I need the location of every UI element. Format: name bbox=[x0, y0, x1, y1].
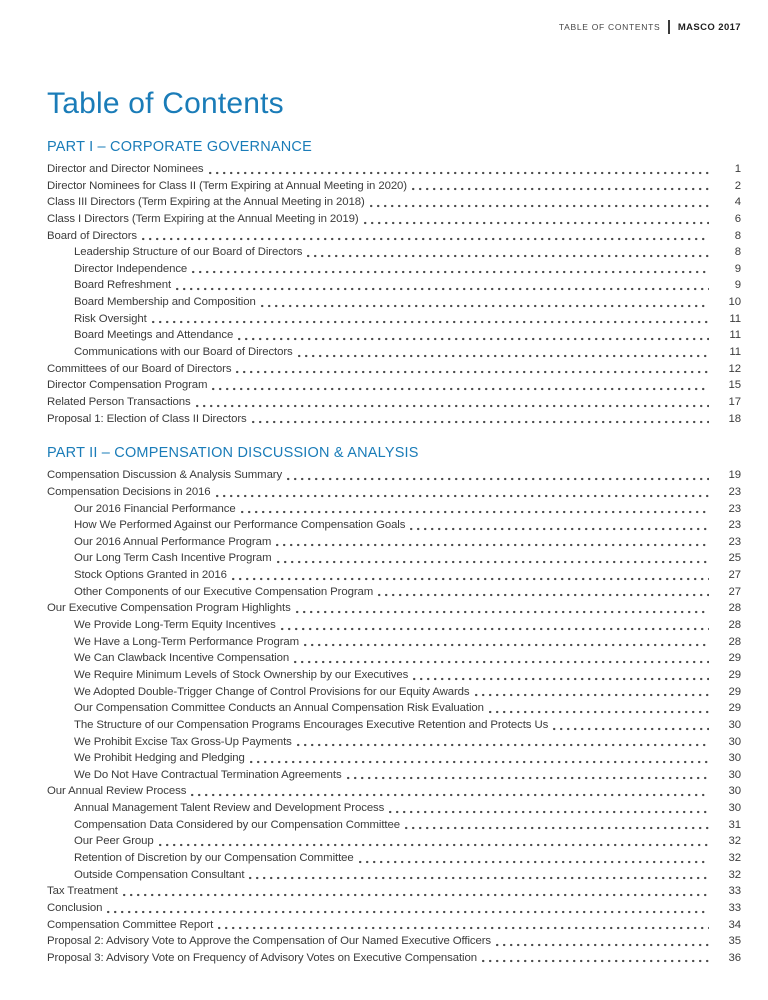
toc-entry-label: Annual Management Talent Review and Development Process bbox=[74, 802, 385, 815]
toc-entry-page: 33 bbox=[728, 901, 741, 914]
toc-entry-label: Our 2016 Financial Performance bbox=[74, 502, 236, 515]
toc-entry-label: Retention of Discretion by our Compensation Committee bbox=[74, 851, 354, 864]
toc-entry-page: 28 bbox=[728, 619, 741, 632]
dot-leader bbox=[378, 593, 709, 597]
dot-leader bbox=[410, 527, 709, 531]
dot-leader bbox=[304, 643, 709, 647]
dot-leader bbox=[287, 477, 709, 481]
toc-entry-page: 11 bbox=[729, 346, 741, 359]
dot-leader bbox=[152, 320, 709, 324]
toc-entry-page: 23 bbox=[728, 502, 741, 515]
toc-entry[interactable] bbox=[47, 411, 741, 428]
toc-entry[interactable] bbox=[47, 584, 741, 601]
toc-entry-page: 12 bbox=[728, 362, 741, 375]
toc-entry-label: Conclusion bbox=[47, 901, 103, 914]
toc-entry-label: Proposal 3: Advisory Vote on Frequency of Advisory Votes on Executive Compensation bbox=[47, 951, 477, 964]
dot-leader bbox=[250, 760, 709, 764]
toc-entry-page: 32 bbox=[728, 868, 741, 881]
toc-entry-label: Our Peer Group bbox=[74, 835, 154, 848]
dot-leader bbox=[232, 577, 709, 581]
toc-entry-label: Board Refreshment bbox=[74, 279, 172, 292]
dot-leader bbox=[252, 420, 709, 424]
toc-entry-page: 23 bbox=[728, 535, 741, 548]
toc-entry-page: 1 bbox=[734, 163, 741, 175]
toc-entry[interactable] bbox=[47, 261, 741, 278]
toc-entry-page: 23 bbox=[728, 485, 741, 498]
toc-entry-page: 29 bbox=[728, 685, 741, 698]
toc-entry-label: We Do Not Have Contractual Termination Agreements bbox=[74, 768, 342, 781]
toc-entry-page: 11 bbox=[729, 312, 741, 325]
dot-leader bbox=[196, 404, 709, 408]
toc-entry-label: Our 2016 Annual Performance Program bbox=[74, 535, 272, 548]
toc-entry-page: 6 bbox=[734, 212, 741, 225]
dot-leader bbox=[249, 876, 709, 880]
toc-entry[interactable] bbox=[47, 294, 741, 311]
dot-leader bbox=[405, 826, 709, 830]
dot-leader bbox=[159, 843, 709, 847]
toc-entry[interactable] bbox=[47, 377, 741, 394]
toc-entry-label: Board Membership and Composition bbox=[74, 296, 256, 309]
toc-entry-page: 17 bbox=[728, 395, 741, 408]
toc-entry[interactable] bbox=[47, 667, 741, 684]
toc-entry-page: 30 bbox=[728, 785, 741, 798]
toc-entry-page: 32 bbox=[728, 835, 741, 848]
toc-entry[interactable] bbox=[47, 684, 741, 701]
dot-leader bbox=[218, 926, 709, 930]
dot-leader bbox=[277, 560, 709, 564]
toc-entry-label: Compensation Decisions in 2016 bbox=[47, 485, 211, 498]
dot-leader bbox=[107, 910, 709, 914]
toc-entry-page: 33 bbox=[728, 885, 741, 898]
toc-entry-label: Director Nominees for Class II (Term Expiring at Annual Meeting in 2020) bbox=[47, 179, 407, 192]
dot-leader bbox=[347, 776, 709, 780]
running-header bbox=[559, 20, 741, 34]
toc-entry[interactable] bbox=[47, 783, 741, 800]
dot-leader bbox=[370, 204, 709, 208]
toc-entry[interactable] bbox=[47, 817, 741, 834]
dot-leader bbox=[482, 959, 709, 963]
dot-leader bbox=[364, 221, 709, 225]
toc-entry[interactable] bbox=[47, 717, 741, 734]
toc-entry-page: 9 bbox=[734, 279, 741, 292]
toc-entry[interactable] bbox=[47, 311, 741, 328]
toc-entry[interactable] bbox=[47, 178, 741, 195]
table-of-contents bbox=[47, 138, 741, 966]
toc-entry[interactable] bbox=[47, 933, 741, 950]
toc-entry-label: Our Long Term Cash Incentive Program bbox=[74, 552, 272, 565]
dot-leader bbox=[297, 743, 709, 747]
toc-entry[interactable] bbox=[47, 501, 741, 518]
toc-entry[interactable] bbox=[47, 567, 741, 584]
toc-entry-page: 8 bbox=[734, 246, 741, 259]
dot-leader bbox=[216, 494, 709, 498]
toc-entry-page: 18 bbox=[728, 412, 741, 425]
toc-entry-label: We Prohibit Hedging and Pledging bbox=[74, 752, 245, 765]
dot-leader bbox=[123, 893, 709, 897]
toc-entry[interactable] bbox=[47, 550, 741, 567]
toc-entry[interactable] bbox=[47, 700, 741, 717]
dot-leader bbox=[236, 370, 709, 374]
toc-entry-page: 27 bbox=[728, 585, 741, 598]
toc-entry[interactable] bbox=[47, 800, 741, 817]
toc-entry-page: 35 bbox=[728, 935, 741, 948]
toc-entry[interactable] bbox=[47, 750, 741, 767]
toc-entry[interactable] bbox=[47, 734, 741, 751]
toc-entry[interactable] bbox=[47, 650, 741, 667]
toc-entry-page: 29 bbox=[728, 668, 741, 681]
toc-entry-page: 28 bbox=[728, 602, 741, 615]
dot-leader bbox=[281, 627, 709, 631]
toc-entry-label: Communications with our Board of Directors bbox=[74, 346, 293, 359]
dot-leader bbox=[298, 354, 709, 358]
dot-leader bbox=[261, 304, 709, 308]
toc-entry-page: 10 bbox=[728, 296, 741, 309]
section-heading: PART II – COMPENSATION DISCUSSION & ANALYSIS bbox=[47, 445, 419, 462]
toc-entry-page: 30 bbox=[728, 802, 741, 815]
dot-leader bbox=[176, 287, 709, 291]
toc-entry[interactable] bbox=[47, 467, 741, 484]
dot-leader bbox=[294, 660, 709, 664]
toc-entry-label: Related Person Transactions bbox=[47, 395, 191, 408]
toc-entry-page: 8 bbox=[734, 229, 741, 242]
toc-entry-label: Proposal 1: Election of Class II Directors bbox=[47, 412, 247, 425]
toc-entry-label: We Provide Long-Term Equity Incentives bbox=[74, 619, 276, 632]
dot-leader bbox=[496, 943, 709, 947]
header-divider bbox=[668, 20, 670, 34]
toc-entry[interactable] bbox=[47, 484, 741, 501]
toc-section bbox=[47, 138, 741, 427]
dot-leader bbox=[142, 237, 709, 241]
toc-entry[interactable] bbox=[47, 361, 741, 378]
toc-entry-label: Director and Director Nominees bbox=[47, 163, 204, 175]
dot-leader bbox=[241, 510, 709, 514]
toc-entry[interactable] bbox=[47, 327, 741, 344]
toc-entry[interactable] bbox=[47, 211, 741, 228]
dot-leader bbox=[276, 543, 709, 547]
dot-leader bbox=[413, 677, 709, 681]
toc-entry[interactable] bbox=[47, 850, 741, 867]
toc-entry-page: 30 bbox=[728, 718, 741, 731]
dot-leader bbox=[209, 171, 709, 175]
toc-entry-label: Class III Directors (Term Expiring at the Annual Meeting in 2018) bbox=[47, 196, 365, 209]
toc-entry-label: Other Components of our Executive Compensation Program bbox=[74, 585, 374, 598]
toc-entry[interactable] bbox=[47, 600, 741, 617]
dot-leader bbox=[192, 270, 709, 274]
toc-entry[interactable] bbox=[47, 900, 741, 917]
toc-section bbox=[47, 444, 741, 966]
toc-entry-label: Director Independence bbox=[74, 262, 188, 275]
toc-entry-page: 31 bbox=[728, 818, 741, 831]
dot-leader bbox=[191, 793, 709, 797]
dot-leader bbox=[412, 187, 709, 191]
toc-entry-label: How We Performed Against our Performance Compensation Goals bbox=[74, 519, 406, 532]
toc-entry-page: 30 bbox=[728, 735, 741, 748]
toc-entry[interactable] bbox=[47, 277, 741, 294]
toc-entry-label: Our Executive Compensation Program Highlights bbox=[47, 602, 291, 615]
toc-entry-page: 29 bbox=[728, 702, 741, 715]
dot-leader bbox=[553, 727, 709, 731]
toc-entry-label: Compensation Committee Report bbox=[47, 918, 214, 931]
toc-entry-page: 4 bbox=[734, 196, 741, 209]
toc-entry-label: Director Compensation Program bbox=[47, 379, 208, 392]
toc-entry[interactable] bbox=[47, 228, 741, 245]
toc-entry-label: Our Compensation Committee Conducts an Annual Compensation Risk Evaluation bbox=[74, 702, 484, 715]
toc-entry-page: 23 bbox=[728, 519, 741, 532]
toc-entry-label: Risk Oversight bbox=[74, 312, 147, 325]
toc-entry[interactable] bbox=[47, 617, 741, 634]
section-heading: PART I – CORPORATE GOVERNANCE bbox=[47, 139, 312, 155]
toc-entry[interactable] bbox=[47, 833, 741, 850]
toc-entry[interactable] bbox=[47, 767, 741, 784]
page-title: Table of Contents bbox=[47, 87, 284, 120]
toc-entry-label: We Can Clawback Incentive Compensation bbox=[74, 652, 290, 665]
toc-entry-label: Stock Options Granted in 2016 bbox=[74, 569, 227, 582]
toc-entry-label: Outside Compensation Consultant bbox=[74, 868, 245, 881]
toc-entry[interactable] bbox=[47, 344, 741, 361]
toc-entry-page: 25 bbox=[728, 552, 741, 565]
dot-leader bbox=[475, 693, 709, 697]
toc-entry-page: 19 bbox=[728, 469, 741, 482]
toc-entry-label: Board Meetings and Attendance bbox=[74, 329, 234, 342]
dot-leader bbox=[359, 860, 709, 864]
toc-entry-page: 2 bbox=[734, 179, 741, 192]
dot-leader bbox=[389, 810, 709, 814]
toc-entry-page: 27 bbox=[728, 569, 741, 582]
toc-entry-page: 11 bbox=[729, 329, 741, 342]
toc-entry[interactable] bbox=[47, 950, 741, 967]
toc-entry-label: The Structure of our Compensation Programs Encourages Executive Retention and Protects Us bbox=[74, 718, 549, 731]
toc-entry-label: We Prohibit Excise Tax Gross-Up Payments bbox=[74, 735, 292, 748]
toc-entry-page: 30 bbox=[728, 752, 741, 765]
toc-entry[interactable] bbox=[47, 194, 741, 211]
toc-entry-label: Proposal 2: Advisory Vote to Approve the Compensation of Our Named Executive Officers bbox=[47, 935, 491, 948]
toc-entry-label: Class I Directors (Term Expiring at the Annual Meeting in 2019) bbox=[47, 212, 359, 225]
dot-leader bbox=[489, 710, 709, 714]
toc-entry-page: 29 bbox=[728, 652, 741, 665]
dot-leader bbox=[296, 610, 709, 614]
toc-entry[interactable] bbox=[47, 394, 741, 411]
dot-leader bbox=[238, 337, 709, 341]
toc-entry[interactable] bbox=[47, 161, 741, 178]
toc-entry-page: 34 bbox=[728, 918, 741, 931]
toc-entry-label: Committees of our Board of Directors bbox=[47, 362, 232, 375]
toc-entry[interactable] bbox=[47, 867, 741, 884]
toc-entry[interactable] bbox=[47, 244, 741, 261]
running-header-section-label: TABLE OF CONTENTS bbox=[558, 22, 661, 32]
toc-entry-label: Compensation Discussion & Analysis Summary bbox=[47, 469, 283, 482]
toc-entry-label: We Require Minimum Levels of Stock Ownership by our Executives bbox=[74, 668, 409, 681]
toc-entry[interactable] bbox=[47, 883, 741, 900]
toc-entry[interactable] bbox=[47, 917, 741, 934]
toc-entry-page: 15 bbox=[728, 379, 741, 392]
toc-entry-label: Leadership Structure of our Board of Directors bbox=[74, 246, 303, 259]
toc-entry-label: Compensation Data Considered by our Compensation Committee bbox=[74, 818, 400, 831]
toc-entry-label: Board of Directors bbox=[47, 229, 137, 242]
toc-entry-label: Tax Treatment bbox=[47, 885, 118, 898]
running-header-brand: MASCO 2017 bbox=[677, 21, 741, 33]
toc-entry-label: We Adopted Double-Trigger Change of Control Provisions for our Equity Awards bbox=[74, 685, 470, 698]
toc-entry[interactable] bbox=[47, 517, 741, 534]
toc-entry-label: We Have a Long-Term Performance Program bbox=[74, 635, 300, 648]
toc-entry-label: Our Annual Review Process bbox=[47, 785, 187, 798]
dot-leader bbox=[307, 254, 709, 258]
dot-leader bbox=[212, 387, 709, 391]
toc-entry-page: 36 bbox=[728, 951, 741, 964]
toc-entry-page: 32 bbox=[728, 851, 741, 864]
toc-entry-page: 28 bbox=[728, 635, 741, 648]
toc-entry-page: 30 bbox=[728, 768, 741, 781]
toc-entry[interactable] bbox=[47, 534, 741, 551]
toc-entry[interactable] bbox=[47, 634, 741, 651]
toc-entry-page: 9 bbox=[734, 262, 741, 275]
